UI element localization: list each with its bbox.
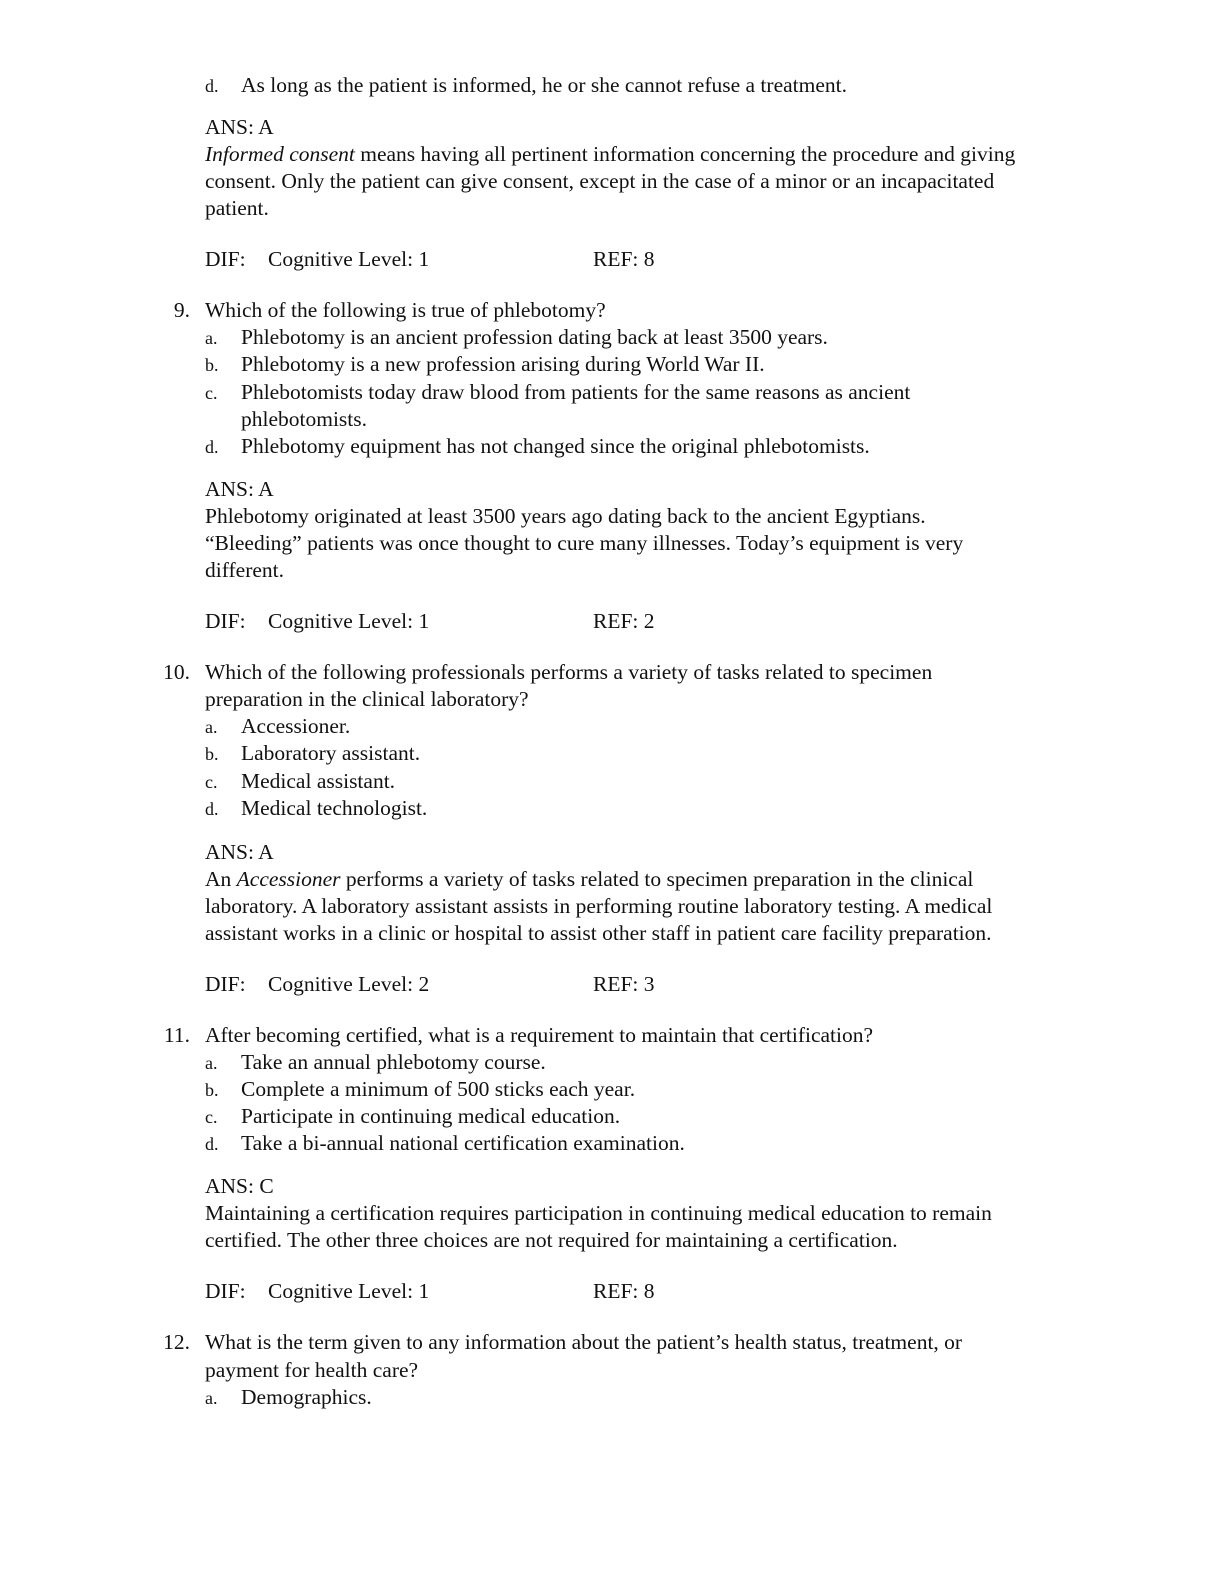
option-letter: c. [205,772,218,792]
option-letter: d. [205,1134,219,1154]
option-text: Demographics. [241,1385,372,1409]
option-text: Phlebotomy is a new profession arising during World War II. [241,352,765,376]
rationale-line: patient. [205,196,269,220]
option-text: As long as the patient is informed, he or she cannot refuse a treatment. [241,73,847,97]
rationale-term: Informed consent [205,142,355,166]
option-text: Phlebotomists today draw blood from patients for the same reasons as ancient [241,380,911,404]
ref-value: REF: 8 [593,1279,655,1303]
rationale-line [205,866,973,893]
rationale-line: Maintaining a certification requires participation in continuing medical education to remain [205,1201,992,1225]
option-text: Accessioner. [241,714,351,738]
option-text: Phlebotomy equipment has not changed since the original phlebotomists. [241,434,870,458]
answer-label: ANS: A [205,840,274,864]
option-letter: b. [205,1080,219,1100]
option-letter: d. [205,76,219,96]
question-text: preparation in the clinical laboratory? [205,687,529,711]
question-number: 12. [163,1330,190,1354]
dif-label: DIF: [205,247,246,271]
option-letter: b. [205,355,219,375]
ref-value: REF: 2 [593,609,655,633]
option-letter: a. [205,1053,218,1073]
rationale-text: means having all pertinent information concerning the procedure and giving [354,142,1016,166]
dif-label: DIF: [205,609,246,633]
dif-value: Cognitive Level: 2 [268,972,430,996]
rationale-line: Phlebotomy originated at least 3500 years ago dating back to the ancient Egyptians. [205,504,926,528]
rationale-line: different. [205,558,284,582]
dif-value: Cognitive Level: 1 [268,609,430,633]
rationale-term: Accessioner [236,867,341,891]
rationale-line: certified. The other three choices are not required for maintaining a certification. [205,1228,898,1252]
rationale-line: consent. Only the patient can give consent, except in the case of a minor or an incapacitated [205,169,995,193]
option-letter: a. [205,717,218,737]
question-text: Which of the following is true of phlebotomy? [205,298,606,322]
answer-label: ANS: A [205,477,274,501]
ref-value: REF: 3 [593,972,655,996]
question-text: After becoming certified, what is a requirement to maintain that certification? [205,1023,874,1047]
answer-label: ANS: A [205,115,274,139]
rationale-line: “Bleeding” patients was once thought to cure many illnesses. Today’s equipment is very [205,531,964,555]
rationale-line [205,141,1015,168]
rationale-line: assistant works in a clinic or hospital to assist other staff in patient care facility preparation. [205,921,992,945]
rationale-line: laboratory. A laboratory assistant assists in performing routine laboratory testing. A medical [205,894,993,918]
answer-label: ANS: C [205,1174,274,1198]
option-text: Take an annual phlebotomy course. [241,1050,546,1074]
option-letter: c. [205,1107,218,1127]
option-text: Medical assistant. [241,769,396,793]
dif-value: Cognitive Level: 1 [268,1279,430,1303]
ref-value: REF: 8 [593,247,655,271]
option-text: phlebotomists. [241,407,368,431]
rationale-prefix: An [205,867,237,891]
dif-value: Cognitive Level: 1 [268,247,430,271]
option-text: Take a bi-annual national certification examination. [241,1131,685,1155]
option-text: Laboratory assistant. [241,741,421,765]
option-text: Complete a minimum of 500 sticks each year. [241,1077,636,1101]
option-letter: d. [205,437,219,457]
option-letter: b. [205,744,219,764]
question-number: 10. [163,660,190,684]
rationale-text: performs a variety of tasks related to specimen preparation in the clinical [340,867,974,891]
option-text: Phlebotomy is an ancient profession dating back at least 3500 years. [241,325,828,349]
question-number: 9. [173,298,190,322]
dif-label: DIF: [205,1279,246,1303]
option-letter: a. [205,328,218,348]
option-text: Medical technologist. [241,796,428,820]
option-letter: d. [205,799,219,819]
option-text: Participate in continuing medical education. [241,1104,621,1128]
option-letter: a. [205,1388,218,1408]
option-letter: c. [205,383,218,403]
question-text: What is the term given to any information about the patient’s health status, treatment, or [205,1330,963,1354]
question-text: Which of the following professionals performs a variety of tasks related to specimen [205,660,933,684]
dif-label: DIF: [205,972,246,996]
question-number: 11. [163,1023,190,1047]
question-text: payment for health care? [205,1358,419,1382]
